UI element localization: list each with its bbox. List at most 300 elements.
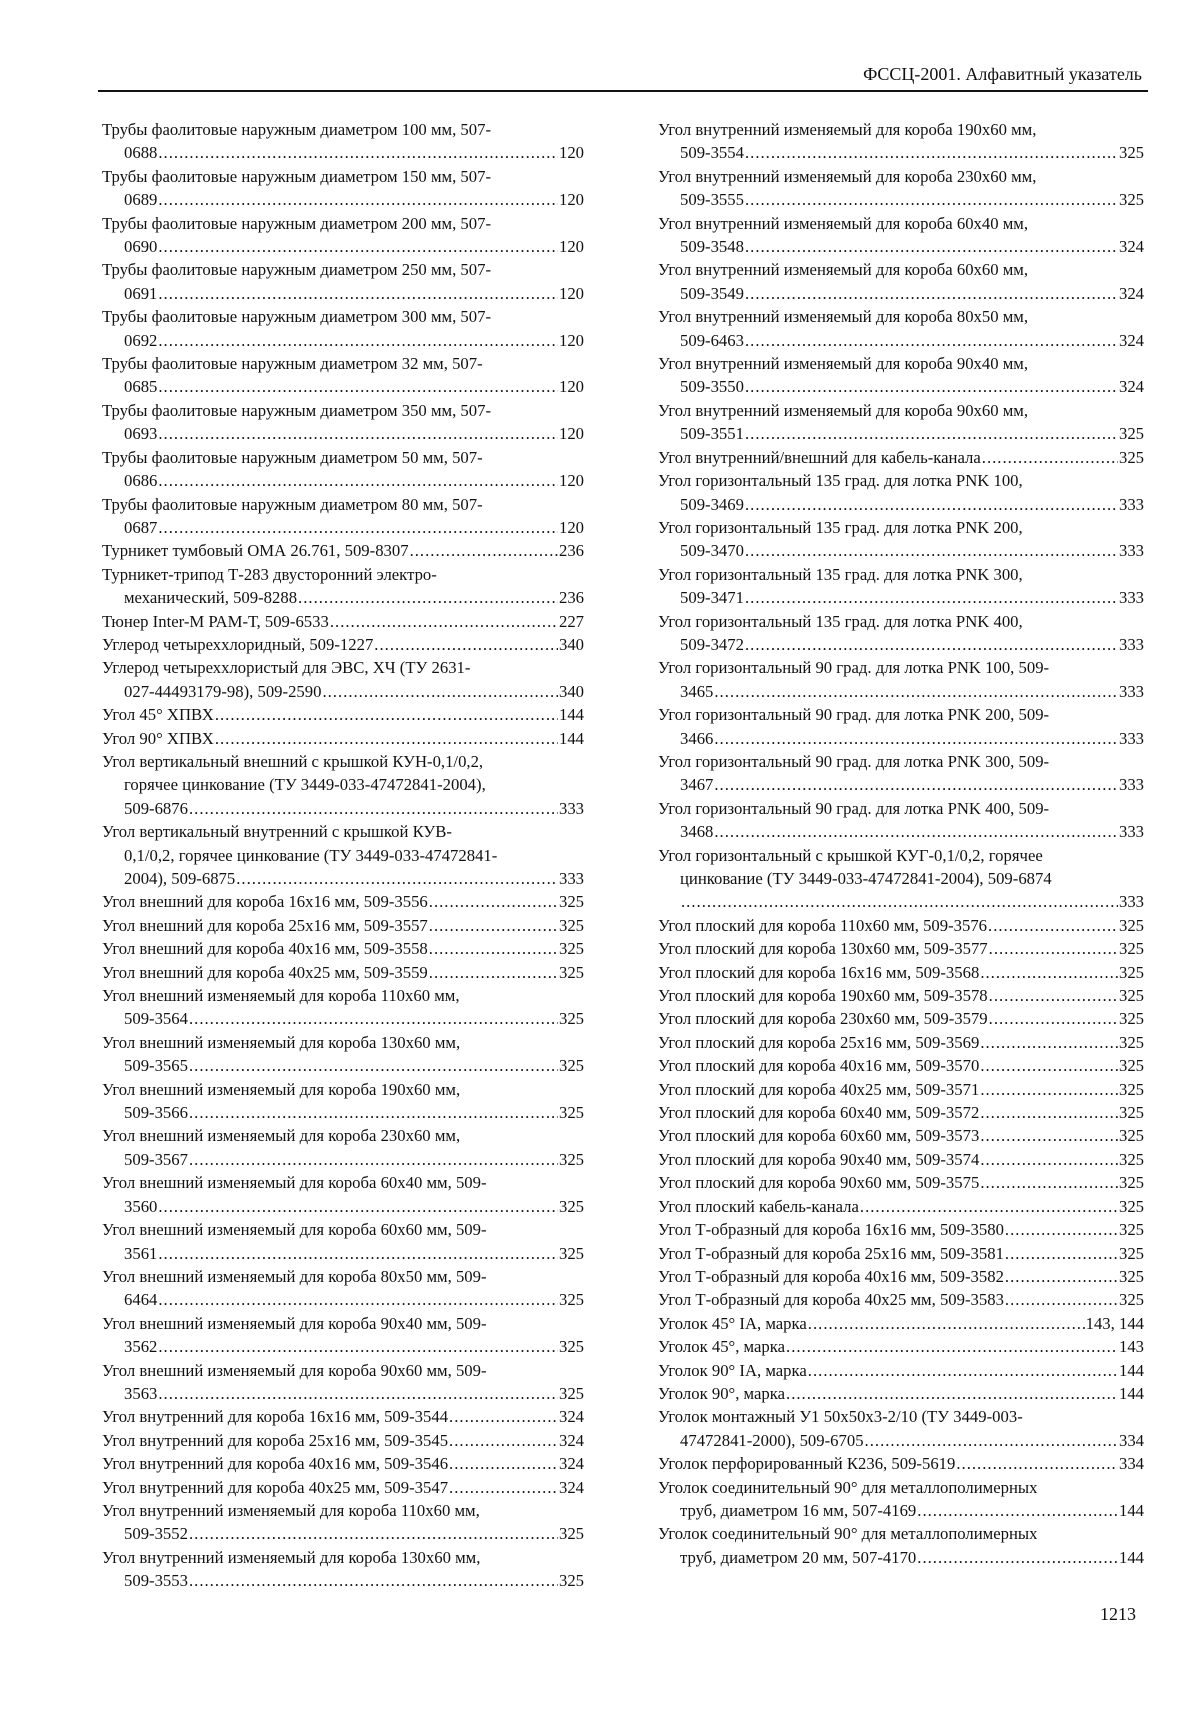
entry-text: 3466	[680, 728, 714, 748]
entry-page: 325	[1118, 190, 1144, 210]
entry-text: Угол внутренний для короба 40х25 мм, 509-3547	[102, 1477, 449, 1497]
entry-text: 509-3553	[124, 1571, 188, 1591]
entry-last-line	[102, 375, 584, 398]
index-entry	[658, 399, 1144, 446]
index-entry	[102, 1265, 584, 1312]
entry-page: 325	[558, 939, 584, 959]
entry-last-line	[658, 1124, 1144, 1147]
entry-last-line	[658, 1242, 1144, 1265]
entry-text: 509-3564	[124, 1009, 188, 1029]
entry-last-line	[658, 1546, 1144, 1569]
dot-leader	[980, 1148, 1118, 1171]
entry-last-line	[102, 1242, 584, 1265]
dot-leader	[745, 235, 1118, 258]
entry-text: Угол внутренний изменяемый для короба 230х60 мм,	[658, 166, 1037, 186]
entry-first-line	[102, 165, 584, 188]
entry-first-line	[102, 118, 584, 141]
entry-page: 144	[1118, 1383, 1144, 1403]
dot-leader	[158, 1242, 558, 1265]
dot-leader	[786, 1335, 1118, 1358]
entry-text: 0690	[124, 237, 158, 257]
entry-text: Угол внешний для короба 25х16 мм, 509-3557	[102, 915, 428, 935]
dot-leader	[236, 867, 558, 890]
entry-last-line	[658, 961, 1144, 984]
entry-text: Трубы фаолитовые наружным диаметром 250 мм, 507-	[102, 260, 492, 280]
entry-page: 325	[558, 1243, 584, 1263]
entry-text: Угол внешний для короба 40х16 мм, 509-3558	[102, 939, 428, 959]
entry-page: 144	[558, 728, 584, 748]
index-entry	[658, 1265, 1144, 1288]
entry-last-line	[658, 1031, 1144, 1054]
dot-leader	[189, 1569, 558, 1592]
entry-last-line	[102, 329, 584, 352]
entry-page: 324	[1118, 237, 1144, 257]
entry-continuation: горячее цинкование (ТУ 3449-033-47472841-2004),	[124, 775, 486, 795]
entry-text: Угол горизонтальный 90 град. для лотка PNK 300, 509-	[658, 751, 1050, 771]
entry-text: Угол плоский для короба 16х16 мм, 509-3568	[658, 962, 980, 982]
entry-page: 325	[558, 1009, 584, 1029]
index-entry	[102, 1218, 584, 1265]
index-entry	[658, 1359, 1144, 1382]
index-entry	[658, 1218, 1144, 1241]
entry-page: 325	[1118, 1290, 1144, 1310]
entry-page: 324	[1118, 330, 1144, 350]
entry-text: Угол Т-образный для короба 25х16 мм, 509-3581	[658, 1243, 1004, 1263]
entry-text: 509-3550	[680, 377, 744, 397]
dot-leader	[1005, 1218, 1118, 1241]
index-entry	[658, 165, 1144, 212]
entry-page: 333	[1118, 728, 1144, 748]
entry-last-line	[102, 1476, 584, 1499]
entry-page: 325	[558, 1056, 584, 1076]
entry-text: Углерод четыреххлористый для ЭВС, ХЧ (ТУ 2631-	[102, 658, 471, 678]
dot-leader	[158, 141, 558, 164]
entry-text: 509-3471	[680, 588, 744, 608]
entry-text: Угол внешний изменяемый для короба 90х60 мм, 509-	[102, 1360, 487, 1380]
dot-leader	[865, 1429, 1118, 1452]
entry-last-line	[658, 1359, 1144, 1382]
entry-last-line	[102, 1452, 584, 1475]
entry-last-line	[102, 422, 584, 445]
entry-last-line	[658, 633, 1144, 656]
index-entry	[102, 1499, 584, 1546]
entry-last-line	[102, 1569, 584, 1592]
entry-text: 3467	[680, 775, 714, 795]
index-entry	[658, 1124, 1144, 1147]
dot-leader	[215, 703, 558, 726]
entry-page: 333	[1118, 634, 1144, 654]
entry-page: 144	[558, 705, 584, 725]
dot-leader	[158, 469, 558, 492]
dot-leader	[980, 961, 1118, 984]
dot-leader	[330, 610, 558, 633]
index-entry	[102, 937, 584, 960]
entry-text: 509-3566	[124, 1103, 188, 1123]
entry-first-line	[102, 1359, 584, 1382]
entry-text: Угол внутренний изменяемый для короба 190х60 мм,	[658, 120, 1037, 139]
dot-leader	[745, 329, 1118, 352]
entry-first-line	[102, 1312, 584, 1335]
entry-text: Угол внутренний для короба 25х16 мм, 509-3545	[102, 1430, 449, 1450]
dot-leader	[745, 422, 1118, 445]
entry-first-line	[658, 656, 1144, 679]
dot-leader	[189, 1101, 558, 1124]
entry-text: Угол внешний изменяемый для короба 110х60 мм,	[102, 986, 460, 1006]
entry-last-line	[658, 1054, 1144, 1077]
page-number: 1213	[1100, 1604, 1136, 1624]
entry-page: 120	[558, 330, 584, 350]
entry-page: 325	[1118, 1009, 1144, 1029]
index-entry	[658, 1405, 1144, 1452]
index-entry	[102, 539, 584, 562]
entry-last-line	[102, 586, 584, 609]
entry-text: Уголок 90° IA, марка	[658, 1360, 807, 1380]
index-entry	[102, 563, 584, 610]
entry-first-line	[102, 399, 584, 422]
entry-text: Угол внутренний изменяемый для короба 60х60 мм,	[658, 260, 1029, 280]
entry-text: Уголок соединительный 90° для металлополимерных	[658, 1524, 1038, 1544]
entry-last-line	[658, 1195, 1144, 1218]
entry-page: 340	[558, 681, 584, 701]
dot-leader	[745, 375, 1118, 398]
index-entry	[658, 1054, 1144, 1077]
index-entry	[658, 1101, 1144, 1124]
entry-text: Угол плоский для короба 90х60 мм, 509-3575	[658, 1173, 980, 1193]
index-entry	[102, 1124, 584, 1171]
entry-last-line	[102, 1054, 584, 1077]
entry-text: Угол 90° ХПВХ	[102, 728, 214, 748]
entry-text: 027-44493179-98), 509-2590	[124, 681, 322, 701]
entry-last-line	[658, 539, 1144, 562]
entry-text: Угол плоский для короба 90х40 мм, 509-3574	[658, 1149, 980, 1169]
index-entry	[102, 656, 584, 703]
entry-page: 340	[558, 634, 584, 654]
entry-text: 509-3469	[680, 494, 744, 514]
entry-page: 325	[558, 1524, 584, 1544]
entry-page: 325	[558, 915, 584, 935]
entry-first-line	[658, 1405, 1144, 1428]
entry-page: 333	[558, 869, 584, 888]
entry-first-line	[658, 212, 1144, 235]
entry-text: Уголок перфорированный К236, 509-5619	[658, 1454, 956, 1474]
entry-text: труб, диаметром 16 мм, 507-4169	[680, 1500, 917, 1520]
entry-page: 143	[1118, 1337, 1144, 1357]
dot-leader	[1005, 1288, 1118, 1311]
entry-first-line	[658, 1476, 1144, 1499]
entry-page: 325	[1118, 939, 1144, 959]
entry-text: 47472841-2000), 509-6705	[680, 1430, 864, 1450]
dot-leader	[860, 1195, 1118, 1218]
entry-last-line	[658, 727, 1144, 750]
entry-last-line	[102, 914, 584, 937]
entry-first-line	[658, 797, 1144, 820]
entry-first-line	[658, 703, 1144, 726]
entry-text: Уголок 90°, марка	[658, 1383, 786, 1403]
entry-page: 325	[1118, 1149, 1144, 1169]
dot-leader	[980, 1078, 1118, 1101]
entry-text: Уголок монтажный У1 50х50х3-2/10 (ТУ 3449-003-	[658, 1407, 1023, 1427]
entry-first-line	[102, 352, 584, 375]
dot-leader	[189, 1054, 558, 1077]
entry-page: 325	[1118, 986, 1144, 1006]
entry-page: 325	[1118, 447, 1144, 467]
entry-text: Трубы фаолитовые наружным диаметром 50 мм, 507-	[102, 447, 483, 467]
entry-text: Турникет тумбовый ОМА 26.761, 509-8307	[102, 541, 409, 561]
dot-leader	[429, 890, 558, 913]
entry-page: 144	[1118, 1360, 1144, 1380]
dot-leader	[189, 1148, 558, 1171]
entry-last-line	[102, 1335, 584, 1358]
entry-text: 3561	[124, 1243, 158, 1263]
entry-page: 325	[558, 962, 584, 982]
dot-leader	[189, 1522, 558, 1545]
index-entry	[102, 1452, 584, 1475]
entry-text: Угол внутренний изменяемый для короба 60х40 мм,	[658, 213, 1029, 233]
entry-page: 236	[558, 588, 584, 608]
dot-leader	[808, 1312, 1085, 1335]
entry-page: 334	[1118, 1430, 1144, 1450]
entry-last-line	[658, 937, 1144, 960]
entry-last-line	[658, 375, 1144, 398]
entry-page: 324	[558, 1477, 584, 1497]
entry-last-line	[658, 1218, 1144, 1241]
entry-text: Угол внешний изменяемый для короба 80х50 мм, 509-	[102, 1266, 487, 1286]
dot-leader	[374, 633, 558, 656]
dot-leader	[989, 1007, 1118, 1030]
entry-first-line	[102, 258, 584, 281]
entry-last-line	[658, 1429, 1144, 1452]
entry-page: 120	[558, 283, 584, 303]
index-entry	[658, 1007, 1144, 1030]
index-entry	[658, 258, 1144, 305]
entry-text: 509-3554	[680, 143, 744, 163]
entry-page: 325	[1118, 1056, 1144, 1076]
dot-leader	[989, 937, 1118, 960]
entry-page: 324	[1118, 283, 1144, 303]
entry-first-line	[658, 469, 1144, 492]
dot-leader	[745, 493, 1118, 516]
entry-text: Угол внутренний для короба 16х16 мм, 509-3544	[102, 1407, 449, 1427]
entry-last-line	[102, 188, 584, 211]
index-entry	[658, 563, 1144, 610]
entry-text: Угол горизонтальный 90 град. для лотка PNK 100, 509-	[658, 658, 1050, 678]
entry-page: 144	[1118, 1500, 1144, 1520]
entry-page: 325	[1118, 143, 1144, 163]
entry-last-line	[102, 1148, 584, 1171]
entry-text: 0691	[124, 283, 158, 303]
entry-page: 324	[1118, 377, 1144, 397]
entry-last-line	[102, 867, 584, 890]
entry-text: Трубы фаолитовые наружным диаметром 100 мм, 507-	[102, 120, 492, 139]
entry-last-line	[658, 141, 1144, 164]
dot-leader	[158, 1288, 558, 1311]
dot-leader	[980, 1054, 1118, 1077]
entry-first-line	[102, 1546, 584, 1569]
dot-leader	[158, 188, 558, 211]
entry-last-line	[102, 797, 584, 820]
index-entry	[102, 446, 584, 493]
entry-first-line	[102, 563, 584, 586]
entry-text: 3560	[124, 1196, 158, 1216]
entry-page: 325	[558, 1196, 584, 1216]
dot-leader	[745, 188, 1118, 211]
entry-text: Угол внешний изменяемый для короба 190х60 мм,	[102, 1079, 461, 1099]
entry-text: Трубы фаолитовые наружным диаметром 80 мм, 507-	[102, 494, 483, 514]
entry-text: Уголок 45°, марка	[658, 1337, 786, 1357]
index-entry	[658, 703, 1144, 750]
entry-text: 3562	[124, 1337, 158, 1357]
entry-page: 334	[1118, 1454, 1144, 1474]
index-entry	[658, 1195, 1144, 1218]
index-entry	[102, 1429, 584, 1452]
entry-text: Угол горизонтальный 90 град. для лотка PNK 400, 509-	[658, 798, 1050, 818]
entry-text: Угол Т-образный для короба 16х16 мм, 509-3580	[658, 1220, 1004, 1240]
entry-text: 509-3552	[124, 1524, 188, 1544]
entry-last-line	[658, 820, 1144, 843]
index-entry	[658, 352, 1144, 399]
entry-first-line	[102, 1499, 584, 1522]
entry-text: Угол внешний изменяемый для короба 230х60 мм,	[102, 1126, 461, 1146]
index-entry	[658, 1288, 1144, 1311]
dot-leader	[429, 914, 558, 937]
entry-page: 120	[558, 471, 584, 491]
entry-text: Углерод четыреххлоридный, 509-1227	[102, 634, 374, 654]
dot-leader	[215, 727, 558, 750]
entry-text: труб, диаметром 20 мм, 507-4170	[680, 1547, 917, 1567]
dot-leader	[982, 446, 1118, 469]
entry-last-line	[102, 703, 584, 726]
entry-text: 0689	[124, 190, 158, 210]
entry-last-line	[658, 914, 1144, 937]
index-entry	[102, 212, 584, 259]
entry-last-line	[102, 1007, 584, 1030]
dot-leader	[158, 1382, 558, 1405]
index-entry	[102, 820, 584, 890]
entry-last-line	[658, 1335, 1144, 1358]
index-entry	[658, 1242, 1144, 1265]
dot-leader	[917, 1499, 1118, 1522]
entry-last-line	[102, 937, 584, 960]
entry-page: 333	[1118, 588, 1144, 608]
entry-text: 509-3472	[680, 634, 744, 654]
dot-leader	[1005, 1242, 1118, 1265]
entry-last-line	[102, 1429, 584, 1452]
index-entry	[102, 890, 584, 913]
entry-page: 325	[558, 1383, 584, 1403]
entry-text: 2004), 509-6875	[124, 869, 236, 888]
index-entry	[102, 703, 584, 726]
entry-continuation: цинкование (ТУ 3449-033-47472841-2004), 509-6874	[680, 869, 1052, 888]
entry-first-line	[658, 844, 1144, 867]
entry-text: Угол Т-образный для короба 40х25 мм, 509-3583	[658, 1290, 1004, 1310]
index-entry	[658, 984, 1144, 1007]
index-column-right	[658, 118, 1144, 1569]
index-entry	[658, 516, 1144, 563]
entry-text: Угол внешний изменяемый для короба 90х40 мм, 509-	[102, 1313, 487, 1333]
entry-last-line	[102, 610, 584, 633]
entry-first-line	[102, 656, 584, 679]
entry-last-line	[102, 516, 584, 539]
entry-text: Угол плоский кабель-канала	[658, 1196, 859, 1216]
dot-leader	[980, 1171, 1118, 1194]
index-entry	[102, 1546, 584, 1593]
entry-last-line	[658, 1452, 1144, 1475]
entry-first-line	[102, 212, 584, 235]
entry-last-line	[102, 141, 584, 164]
entry-text: Угол горизонтальный 135 град. для лотка PNK 400,	[658, 611, 1023, 631]
entry-text: Угол внешний изменяемый для короба 130х60 мм,	[102, 1032, 461, 1052]
index-entry	[102, 305, 584, 352]
entry-text: Уголок соединительный 90° для металлополимерных	[658, 1477, 1038, 1497]
entry-page: 325	[1118, 962, 1144, 982]
entry-text: Угол внутренний изменяемый для короба 90х60 мм,	[658, 400, 1029, 420]
index-entry	[102, 165, 584, 212]
entry-text: 0685	[124, 377, 158, 397]
index-entry	[658, 305, 1144, 352]
entry-text: Угол горизонтальный 135 град. для лотка PNK 300,	[658, 564, 1023, 584]
entry-text: Трубы фаолитовые наружным диаметром 200 мм, 507-	[102, 213, 492, 233]
entry-first-line	[102, 1218, 584, 1241]
dot-leader	[429, 961, 558, 984]
entry-last-line	[102, 1382, 584, 1405]
entry-text: Угол плоский для короба 130х60 мм, 509-3577	[658, 939, 988, 959]
entry-first-line	[658, 750, 1144, 773]
dot-leader	[449, 1452, 558, 1475]
entry-page: 325	[558, 1290, 584, 1310]
entry-text: 509-3555	[680, 190, 744, 210]
entry-first-line	[102, 446, 584, 469]
dot-leader	[980, 1101, 1118, 1124]
entry-text: Угол горизонтальный 135 град. для лотка PNK 200,	[658, 517, 1023, 537]
entry-page: 120	[558, 143, 584, 163]
entry-page: 325	[558, 1149, 584, 1169]
entry-text: 0693	[124, 424, 158, 444]
entry-text: 509-3470	[680, 541, 744, 561]
entry-first-line	[658, 399, 1144, 422]
entry-text: Угол плоский для короба 25х16 мм, 509-3569	[658, 1032, 980, 1052]
header-title: ФССЦ-2001. Алфавитный указатель	[863, 64, 1142, 84]
entry-text: 0692	[124, 330, 158, 350]
entry-first-line	[102, 1171, 584, 1194]
dot-leader	[980, 1031, 1118, 1054]
index-entry	[102, 493, 584, 540]
index-entry	[102, 750, 584, 820]
dot-leader	[745, 282, 1118, 305]
entry-page: 120	[558, 424, 584, 444]
entry-last-line	[658, 1148, 1144, 1171]
entry-text: Угол горизонтальный 90 град. для лотка PNK 200, 509-	[658, 705, 1050, 725]
entry-page: 325	[1118, 1032, 1144, 1052]
dot-leader	[158, 375, 558, 398]
index-entry	[102, 258, 584, 305]
entry-page: 324	[558, 1407, 584, 1427]
entry-first-line	[658, 610, 1144, 633]
entry-text: Угол внутренний изменяемый для короба 90х40 мм,	[658, 354, 1029, 374]
index-entry	[102, 914, 584, 937]
entry-text: Угол Т-образный для короба 40х16 мм, 509-3582	[658, 1266, 1004, 1286]
index-entry	[102, 399, 584, 446]
index-entry	[658, 797, 1144, 844]
entry-last-line	[658, 890, 1144, 913]
entry-last-line	[658, 1288, 1144, 1311]
entry-last-line	[658, 1007, 1144, 1030]
entry-first-line	[102, 1031, 584, 1054]
entry-text: Угол внешний для короба 40х25 мм, 509-3559	[102, 962, 428, 982]
index-entry	[102, 1031, 584, 1078]
dot-leader	[714, 820, 1118, 843]
entry-last-line	[102, 282, 584, 305]
index-entry	[102, 727, 584, 750]
